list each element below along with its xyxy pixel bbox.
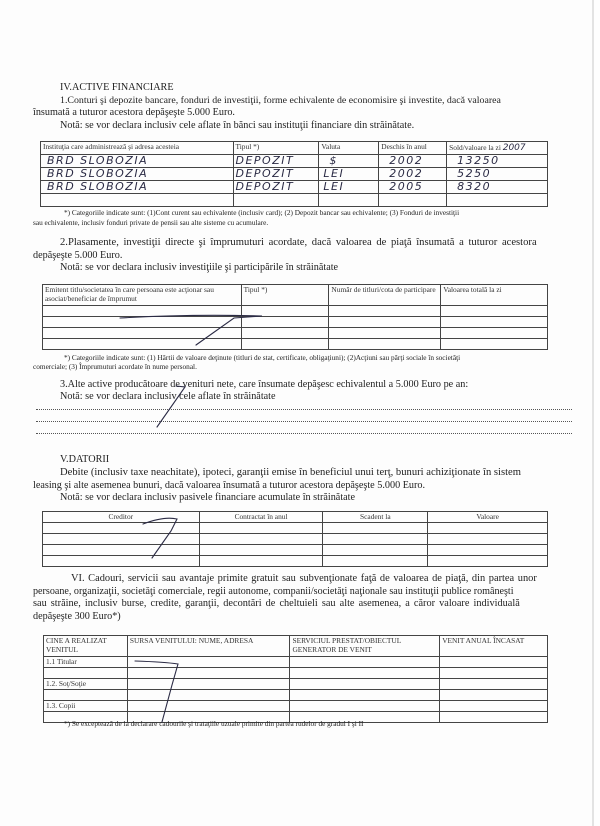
item1-note: Notă: se vor declara inclusiv cele aflate în bănci sau instituţii financiare din străinătate. bbox=[60, 120, 415, 131]
debts-text: Debite (inclusiv taxe neachitate), ipoteci, garanţii emise în beneficiul unui terţ, bunuri achiziţionate în sistem bbox=[60, 467, 521, 478]
dotted-line bbox=[36, 433, 572, 434]
cell-year: 2002 bbox=[379, 168, 447, 181]
cell-empty bbox=[323, 545, 428, 556]
cell-empty bbox=[428, 556, 548, 567]
table-header-row bbox=[41, 142, 548, 155]
cell-type: DEPOZIT bbox=[233, 181, 319, 194]
column-header: Deschis în anul bbox=[379, 142, 447, 155]
column-header: Emitent titlu/societatea în care persoana este acţionar sau asociat/beneficiar de împrumut bbox=[43, 285, 242, 306]
cell-empty bbox=[290, 701, 440, 712]
table-row bbox=[43, 556, 548, 567]
gifts-footnote: *) Se exceptează de la declarare cadourile şi trataţiile uzuale primite din partea rudelor de gradul I şi II bbox=[64, 719, 364, 728]
cell-empty bbox=[428, 534, 548, 545]
gifts-text-cont: sau străine, inclusiv burse, credite, garanţii, decontări de cheltuieli sau alte asemenea, a căror valoare individuală bbox=[33, 598, 520, 609]
table-row bbox=[44, 679, 548, 690]
cell-empty bbox=[43, 339, 242, 350]
cell-empty bbox=[329, 306, 441, 317]
item3-text: 3.Alte active producătoare de venituri nete, care însumate depăşesc echivalentul a 5.000 Euro pe an: bbox=[60, 379, 469, 390]
cell-empty bbox=[329, 317, 441, 328]
cell-currency: LEI bbox=[319, 181, 379, 194]
column-header: Creditor bbox=[43, 512, 200, 523]
cell-institution: BRD SLOBOZIA bbox=[41, 155, 234, 168]
bank-accounts-table bbox=[40, 141, 548, 207]
row-label: 1.3. Copii bbox=[44, 701, 128, 712]
debts-table bbox=[42, 511, 548, 567]
column-header-label: Sold/valoare la zi bbox=[449, 143, 501, 152]
table-row bbox=[43, 317, 548, 328]
cell-institution: BRD SLOBOZIA bbox=[41, 181, 234, 194]
item1-text: 1.Conturi şi depozite bancare, fonduri de investiţii, forme echivalente de economisire şi investite, dacă valoarea bbox=[60, 95, 501, 106]
cell-empty bbox=[43, 556, 200, 567]
column-header: Valoare bbox=[428, 512, 548, 523]
table-header-row bbox=[43, 285, 548, 306]
cell-currency: $ bbox=[319, 155, 379, 168]
debts-text-cont: leasing şi alte asemenea bunuri, dacă valoarea însumată a tuturor acestora depăşeşte 5.000 Euro. bbox=[33, 480, 426, 491]
table-row bbox=[44, 701, 548, 712]
section-title-datorii: V.DATORII bbox=[60, 454, 110, 465]
column-header: Tipul *) bbox=[241, 285, 329, 306]
cell-empty bbox=[440, 668, 548, 679]
row-label bbox=[44, 690, 128, 701]
cell-empty bbox=[441, 339, 548, 350]
section-title-active-financiare: IV.ACTIVE FINANCIARE bbox=[60, 82, 174, 93]
cell-empty bbox=[441, 306, 548, 317]
table-row bbox=[44, 657, 548, 668]
item3-note: Notă: se vor declara inclusiv cele aflate în străinătate bbox=[60, 391, 276, 402]
cell-empty bbox=[290, 679, 440, 690]
cell-empty bbox=[323, 523, 428, 534]
cell-empty bbox=[241, 317, 329, 328]
cell-empty bbox=[199, 556, 323, 567]
cell-empty bbox=[241, 339, 329, 350]
cell-empty bbox=[127, 690, 290, 701]
table-row bbox=[44, 668, 548, 679]
table-row bbox=[43, 306, 548, 317]
cell-empty bbox=[43, 545, 200, 556]
cell-empty bbox=[441, 317, 548, 328]
column-header: Număr de titluri/cota de participare bbox=[329, 285, 441, 306]
cell-balance: 8320 bbox=[447, 181, 548, 194]
cell-type: DEPOZIT bbox=[233, 168, 319, 181]
debts-note: Notă: se vor declara inclusiv pasivele financiare acumulate în străinătate bbox=[60, 492, 356, 503]
cell-empty bbox=[127, 701, 290, 712]
cell-empty bbox=[199, 534, 323, 545]
cell-empty bbox=[43, 306, 242, 317]
cell-empty bbox=[323, 556, 428, 567]
cell-balance: 5250 bbox=[447, 168, 548, 181]
item2-text-cont: depăşeşte 5.000 Euro. bbox=[33, 250, 123, 261]
cell-empty bbox=[440, 690, 548, 701]
row-label: 1.1 Titular bbox=[44, 657, 128, 668]
dotted-line bbox=[36, 409, 572, 410]
column-header: Scadent la bbox=[323, 512, 428, 523]
cell-empty bbox=[241, 328, 329, 339]
cell-empty bbox=[329, 339, 441, 350]
column-header: SERVICIUL PRESTAT/OBIECTUL GENERATOR DE VENIT bbox=[290, 636, 440, 657]
gifts-text: VI. Cadouri, servicii sau avantaje primite gratuit sau subvenţionate faţă de valoarea de piaţă, din partea unor bbox=[71, 573, 537, 584]
cell-empty bbox=[43, 523, 200, 534]
gifts-table bbox=[43, 635, 548, 723]
table-row bbox=[41, 155, 548, 168]
cell-empty bbox=[290, 690, 440, 701]
cell-empty bbox=[233, 194, 319, 207]
cell-empty bbox=[440, 679, 548, 690]
investments-table bbox=[42, 284, 548, 350]
cell-empty bbox=[329, 328, 441, 339]
cell-empty bbox=[127, 657, 290, 668]
row-label bbox=[44, 668, 128, 679]
table1-footnote: *) Categoriile indicate sunt: (1)Cont curent sau echivalente (inclusiv card); (2) Depozit bancar sau echivalente; (3) Fonduri de investiţii bbox=[64, 208, 460, 217]
cell-empty bbox=[323, 534, 428, 545]
cell-empty bbox=[440, 701, 548, 712]
cell-empty bbox=[428, 523, 548, 534]
table-row bbox=[43, 545, 548, 556]
table2-footnote: *) Categoriile indicate sunt: (1) Hârtii de valoare deţinute (titluri de stat, certificate, obligaţiuni); (2)Acţiuni sau părţi sociale în societăţi bbox=[64, 353, 461, 362]
cell-empty bbox=[379, 194, 447, 207]
column-header: Valoarea totală la zi bbox=[441, 285, 548, 306]
cell-empty bbox=[440, 712, 548, 723]
table-header-row bbox=[43, 512, 548, 523]
column-header: Tipul *) bbox=[233, 142, 319, 155]
column-header: CINE A REALIZAT VENITUL bbox=[44, 636, 128, 657]
cell-empty bbox=[319, 194, 379, 207]
dotted-line bbox=[36, 421, 572, 422]
cell-empty bbox=[199, 545, 323, 556]
cell-empty bbox=[241, 306, 329, 317]
table-row bbox=[44, 690, 548, 701]
cell-empty bbox=[290, 668, 440, 679]
column-header bbox=[447, 142, 548, 155]
column-header: Contractat în anul bbox=[199, 512, 323, 523]
table-row bbox=[41, 181, 548, 194]
table-header-row bbox=[44, 636, 548, 657]
column-header: SURSA VENITULUI: NUME, ADRESA bbox=[127, 636, 290, 657]
gifts-text-cont: depăşeşte 300 Euro*) bbox=[33, 611, 121, 622]
cell-empty bbox=[199, 523, 323, 534]
table-row bbox=[41, 194, 548, 207]
cell-empty bbox=[447, 194, 548, 207]
cell-empty bbox=[290, 657, 440, 668]
cell-empty bbox=[428, 545, 548, 556]
cell-empty bbox=[127, 668, 290, 679]
table1-footnote-cont: sau echivalente, inclusiv fonduri private de pensii sau alte sisteme cu acumulare. bbox=[33, 218, 269, 227]
cell-currency: LEI bbox=[319, 168, 379, 181]
item2-text: 2.Plasamente, investiţii directe şi împrumuturi acordate, dacă valoarea de piaţă însumată a tuturor acestora bbox=[60, 237, 537, 248]
table-row bbox=[43, 523, 548, 534]
handwritten-year: 2007 bbox=[502, 143, 526, 153]
cell-empty bbox=[43, 534, 200, 545]
cell-year: 2002 bbox=[379, 155, 447, 168]
cell-empty bbox=[127, 679, 290, 690]
cell-empty bbox=[440, 657, 548, 668]
cell-empty bbox=[43, 317, 242, 328]
cell-type: DEPOZIT bbox=[233, 155, 319, 168]
cell-empty bbox=[43, 328, 242, 339]
cell-empty bbox=[41, 194, 234, 207]
gifts-text-cont: persoane, organizaţii, societăţi comerciale, regii autonome, companii/societăţi naţionale sau instituţii publice româneşti bbox=[33, 586, 514, 597]
column-header: VENIT ANUAL ÎNCASAT bbox=[440, 636, 548, 657]
row-label: 1.2. Soţ/Soţie bbox=[44, 679, 128, 690]
cell-institution: BRD SLOBOZIA bbox=[41, 168, 234, 181]
item1-text-cont: însumată a tuturor acestora depăşeşte 5.000 Euro. bbox=[33, 107, 235, 118]
cell-balance: 13250 bbox=[447, 155, 548, 168]
column-header: Instituţia care administrează şi adresa acesteia bbox=[41, 142, 234, 155]
cell-year: 2005 bbox=[379, 181, 447, 194]
table-row bbox=[41, 168, 548, 181]
table-row bbox=[43, 328, 548, 339]
table-row bbox=[43, 534, 548, 545]
item2-note: Notă: se vor declara inclusiv investiţiile şi participările în străinătate bbox=[60, 262, 339, 273]
cell-empty bbox=[441, 328, 548, 339]
table-row bbox=[43, 339, 548, 350]
column-header: Valuta bbox=[319, 142, 379, 155]
table2-footnote-cont: comerciale; (3) Împrumuturi acordate în nume personal. bbox=[33, 362, 197, 371]
